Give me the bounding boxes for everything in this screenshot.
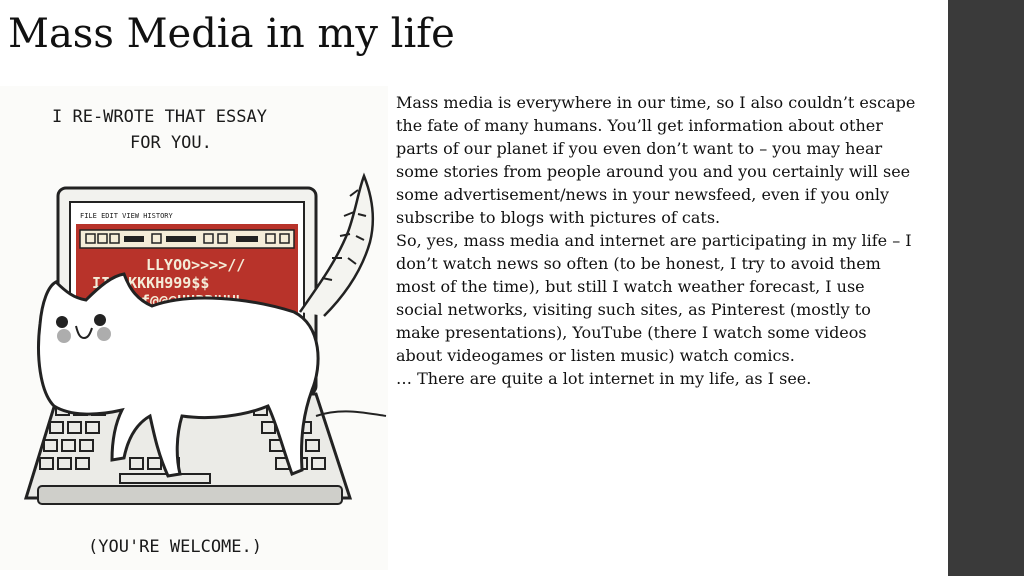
body-text [396, 91, 916, 390]
laptop-cable [316, 411, 386, 416]
slide-title: Mass Media in my life [8, 11, 455, 57]
cat-on-laptop-illustration [0, 86, 388, 570]
browser-menu-text: FILE EDIT VIEW HISTORY [80, 212, 173, 220]
laptop-front-edge [38, 486, 342, 504]
caption-top-line1: I RE-WROTE THAT ESSAY [52, 107, 267, 127]
cat-right-eye [94, 314, 106, 326]
screen-text-line2: IIOOKKKH999$$ [92, 274, 210, 292]
cat-right-cheek [97, 327, 111, 341]
cat-laptop-drawing [0, 86, 388, 570]
caption-top-line2: FOR YOU. [130, 133, 212, 153]
screen-text-line1: LLYOO>>>>// [146, 256, 246, 274]
toolbar-bar [166, 236, 196, 242]
paragraph-conclusion: … There are quite a lot internet in my life, as I see. [396, 369, 812, 388]
toolbar-bar [236, 236, 258, 242]
paragraph-intro: Mass media is everywhere in our time, so I also couldn’t escape the fate of many humans. You’ll get information about other parts of our planet if you even don’t want to – you may hear some stories from people around you and you certainly will see some advertisement/news in your newsfeed, even if you only subscribe to blogs with pictures of cats. [396, 93, 916, 227]
cat-left-cheek [57, 329, 71, 343]
dark-side-panel [948, 0, 1024, 576]
paragraph-usage: So, yes, mass media and internet are participating in my life – I don’t watch news so often (to be honest, I try to avoid them most of the time), but still I watch weather forecast, I use social networks, visiting such sites, as Pinterest (mostly to make presentations), YouTube (there I watch some videos about videogames or listen music) watch comics. [396, 231, 912, 365]
caption-bottom: (YOU'RE WELCOME.) [88, 537, 262, 557]
toolbar-bar [124, 236, 144, 242]
cat-left-eye [56, 316, 68, 328]
